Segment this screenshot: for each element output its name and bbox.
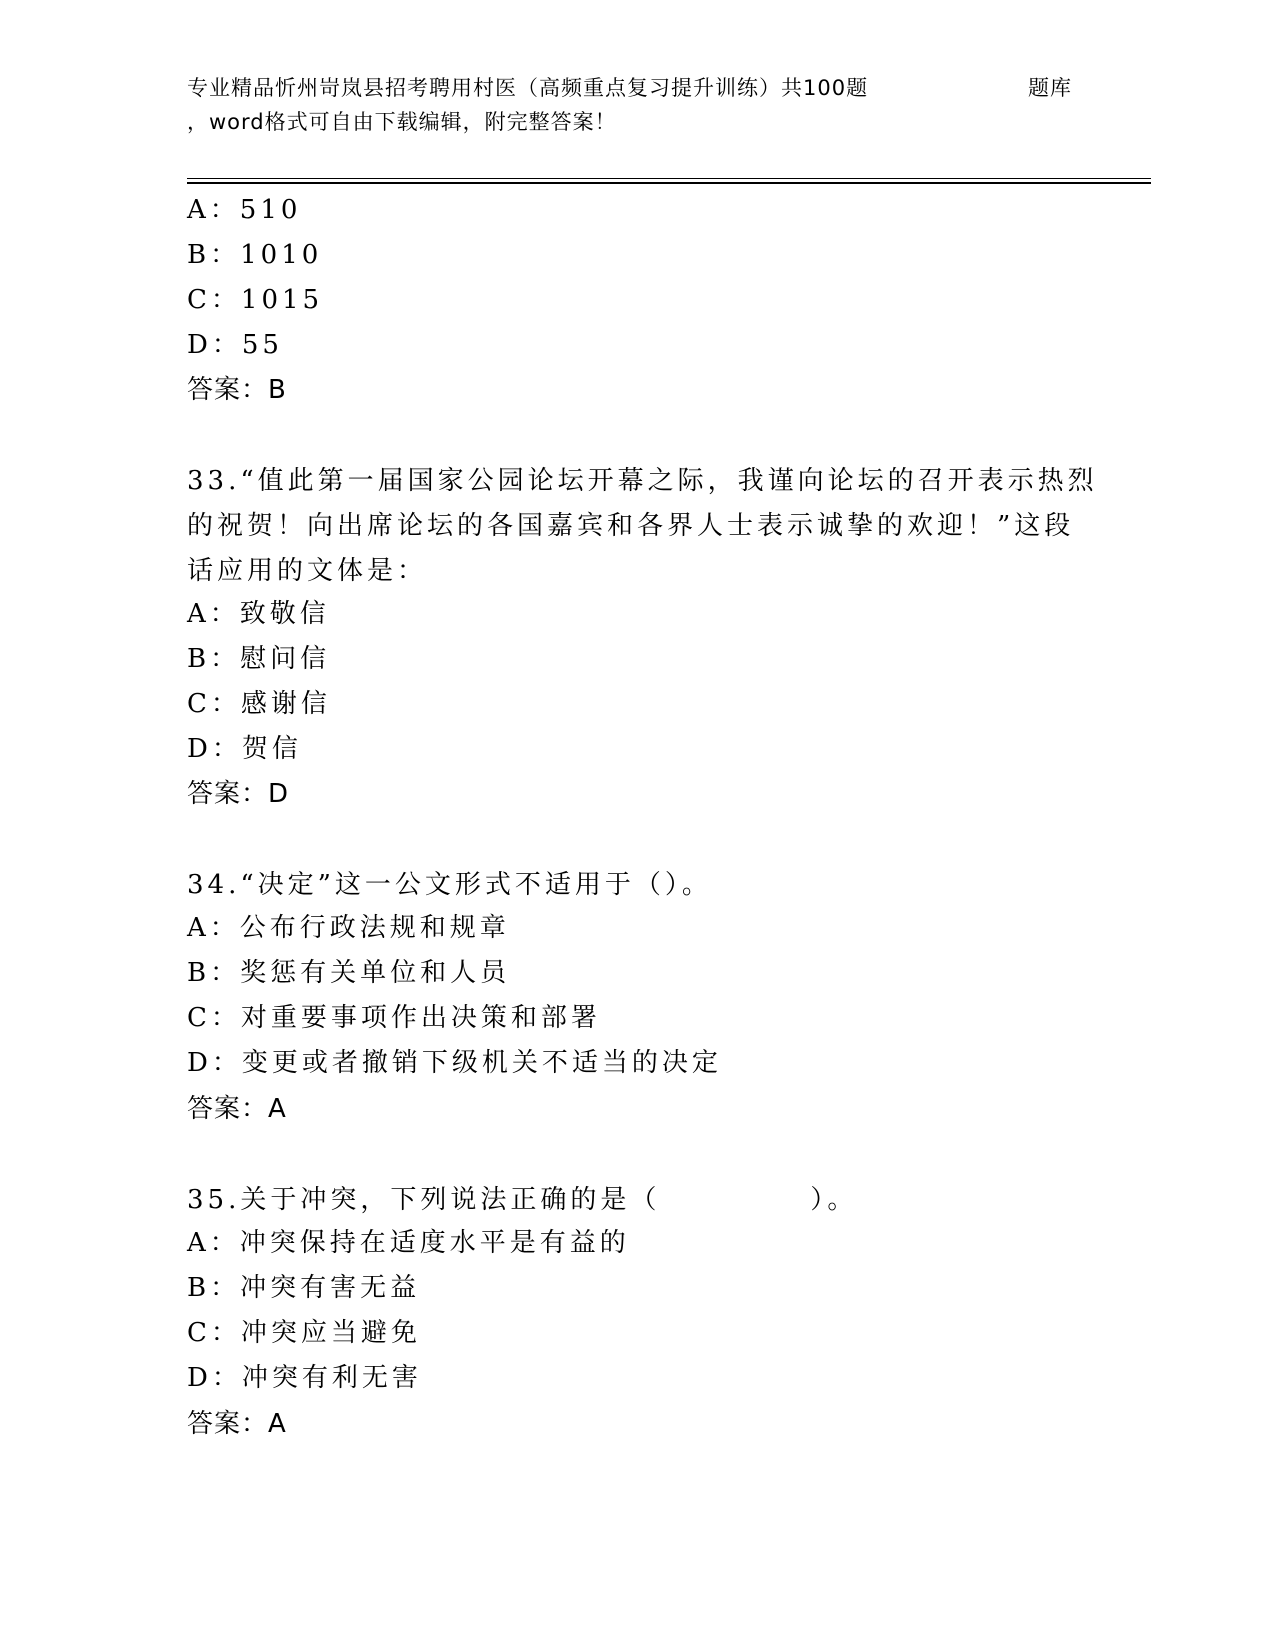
header-title-line1: 专业精品忻州岢岚县招考聘用村医（高频重点复习提升训练）共100题: [187, 76, 869, 100]
option-text: 对重要事项作出决策和部署: [240, 1003, 601, 1033]
option-label: D：: [187, 734, 242, 764]
header-title-line2: ，word格式可自由下载编辑，附完整答案！: [187, 110, 617, 134]
option-label: A：: [187, 599, 240, 629]
question-34-stem: [187, 863, 1087, 908]
prev-option-a: [187, 193, 301, 227]
question-34-option-b: [187, 956, 510, 990]
option-text: 冲突有害无益: [240, 1273, 421, 1303]
prev-option-b: [187, 238, 322, 272]
option-label: B：: [187, 958, 241, 988]
option-label: D：: [187, 330, 242, 360]
question-33-option-a: [187, 597, 330, 631]
question-34-answer: 答案：A: [187, 1094, 287, 1124]
option-text: 冲突保持在适度水平是有益的: [239, 1228, 630, 1258]
option-label: C：: [187, 1003, 241, 1033]
question-35-option-a: [187, 1226, 630, 1260]
option-text: 55: [241, 330, 283, 360]
header-rule-thick: [187, 182, 1151, 184]
option-label: C：: [187, 285, 241, 315]
option-label: D：: [187, 1048, 242, 1078]
option-label: D：: [187, 1363, 242, 1393]
option-label: A：: [187, 1228, 240, 1258]
option-text: 1015: [240, 285, 324, 315]
option-label: A：: [187, 913, 240, 943]
header-rule-thin: [187, 178, 1151, 179]
question-35-option-d: [187, 1361, 422, 1395]
option-text: 公布行政法规和规章: [239, 913, 510, 943]
option-text: 变更或者撤销下级机关不适当的决定: [241, 1048, 722, 1078]
question-33-option-b: [187, 642, 330, 676]
option-text: 贺信: [241, 734, 302, 764]
question-stem-line: 话应用的文体是：: [187, 556, 428, 586]
question-35-answer: 答案：A: [187, 1409, 287, 1439]
header-title-right: 题库: [1028, 76, 1072, 100]
question-35-option-b: [187, 1271, 420, 1305]
question-33-option-d: [187, 732, 302, 766]
option-text: 感谢信: [240, 689, 331, 719]
option-text: 冲突有利无害: [241, 1363, 422, 1393]
option-text: 1010: [240, 240, 323, 270]
question-33-answer: 答案：D: [187, 779, 290, 809]
option-label: A：: [187, 195, 240, 225]
question-stem-line: 35.关于冲突，下列说法正确的是（ ）。: [187, 1185, 858, 1215]
question-stem-line: 34.“决定”这一公文形式不适用于（）。: [187, 870, 712, 900]
option-label: B：: [187, 1273, 241, 1303]
question-34-option-d: [187, 1046, 722, 1080]
question-stem-line: 的祝贺！向出席论坛的各国嘉宾和各界人士表示诚挚的欢迎！”这段: [187, 511, 1075, 541]
question-33-stem: [187, 459, 1098, 594]
option-label: C：: [187, 689, 241, 719]
option-text: 奖惩有关单位和人员: [240, 958, 511, 988]
question-stem-line: 33.“值此第一届国家公园论坛开幕之际，我谨向论坛的召开表示热烈: [187, 466, 1098, 496]
prev-option-d: [187, 328, 283, 362]
option-label: B：: [187, 644, 241, 674]
option-text: 致敬信: [239, 599, 330, 629]
question-35-stem: [187, 1178, 1087, 1223]
option-text: 慰问信: [240, 644, 331, 674]
question-35-option-c: [187, 1316, 421, 1350]
option-label: B：: [187, 240, 241, 270]
option-text: 510: [239, 195, 302, 225]
option-label: C：: [187, 1318, 241, 1348]
prev-option-c: [187, 283, 323, 317]
question-34-option-c: [187, 1001, 601, 1035]
prev-answer: 答案：B: [187, 375, 287, 405]
question-34-option-a: [187, 911, 510, 945]
question-33-option-c: [187, 687, 331, 721]
option-text: 冲突应当避免: [240, 1318, 421, 1348]
